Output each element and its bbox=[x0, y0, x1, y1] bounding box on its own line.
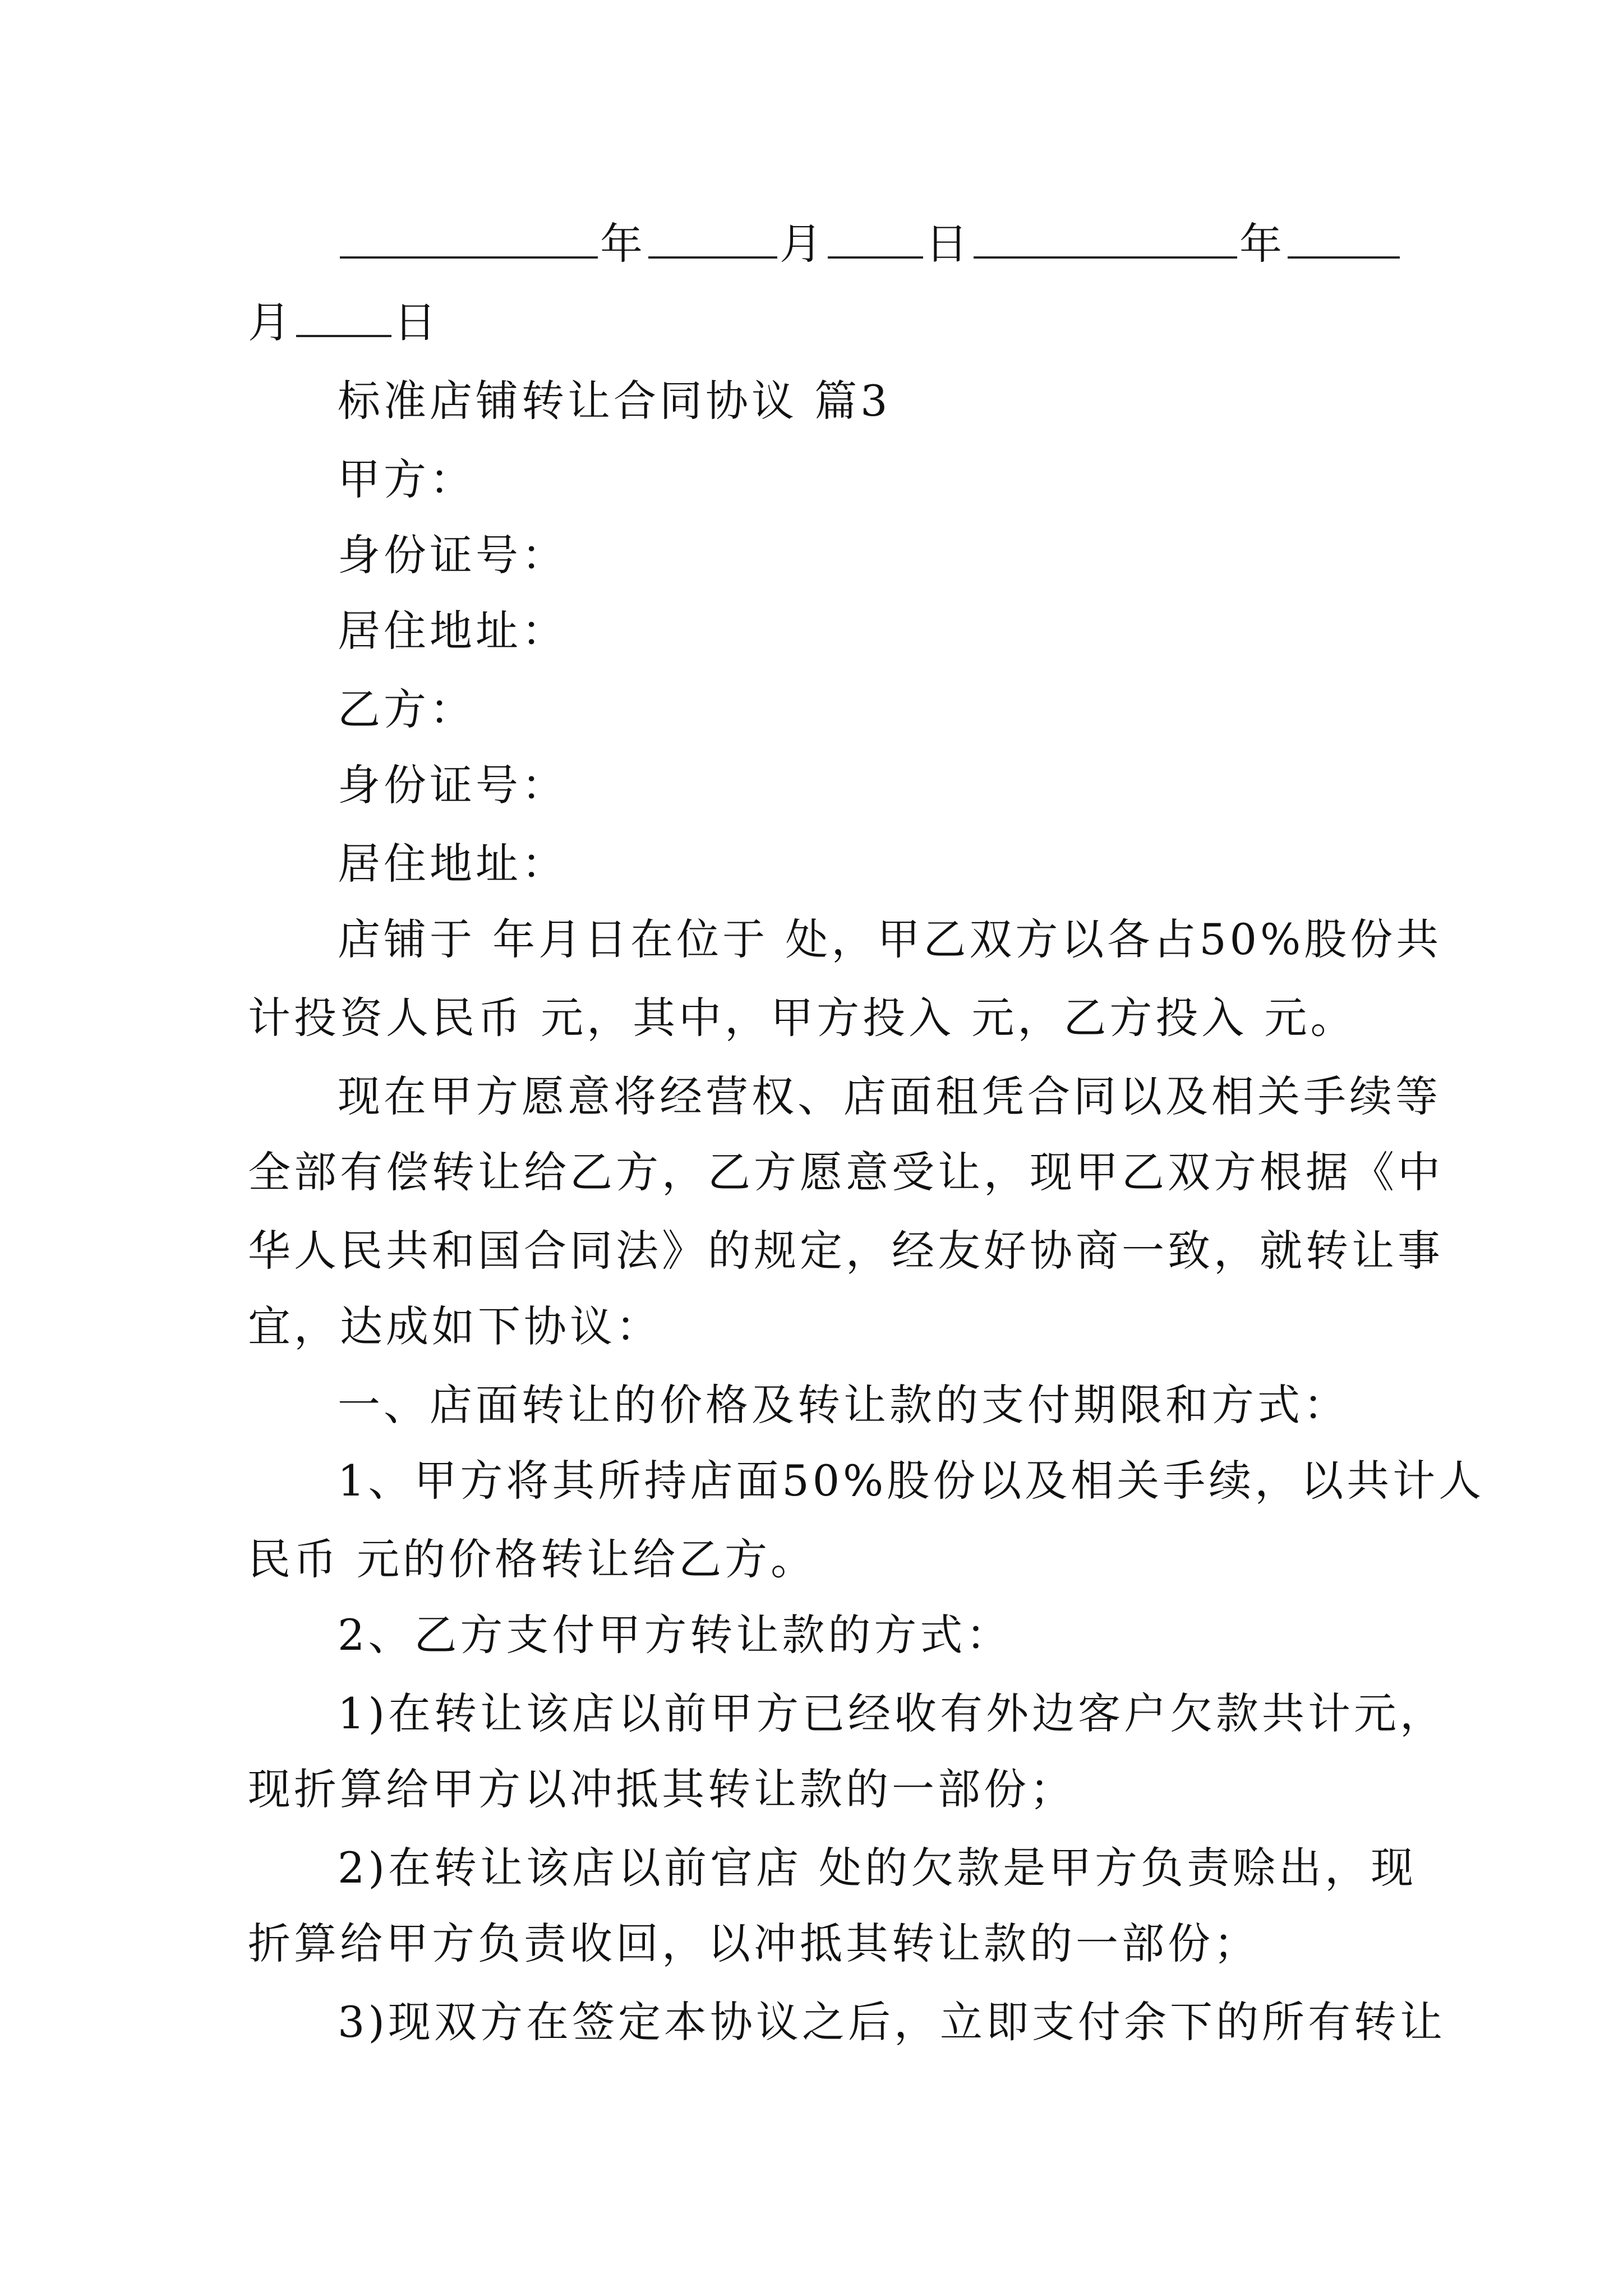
paragraph-line: 2)在转让该店以前官店 处的欠款是甲方负责赊出，现 bbox=[338, 1843, 1417, 1893]
month-label: 月 bbox=[780, 219, 826, 269]
month-label: 月 bbox=[248, 297, 294, 347]
paragraph-line: 折算给甲方负责收回，以冲抵其转让款的一部份； bbox=[248, 1918, 1260, 1968]
party-b-label: 乙方： bbox=[338, 684, 476, 734]
section-heading: 一、店面转让的价格及转让款的支付期限和方式： bbox=[338, 1380, 1349, 1430]
blank-underline bbox=[828, 217, 923, 259]
paragraph-line: 民币 元的价格转让给乙方。 bbox=[248, 1534, 817, 1584]
blank-underline bbox=[974, 217, 1237, 259]
party-b-id-label: 身份证号： bbox=[338, 760, 568, 810]
paragraph-line: 2、乙方支付甲方转让款的方式： bbox=[338, 1610, 1012, 1660]
blank-underline bbox=[296, 296, 391, 337]
party-a-label: 甲方： bbox=[338, 454, 476, 504]
paragraph-line: 华人民共和国合同法》的规定，经友好协商一致，就转让事 bbox=[248, 1226, 1444, 1276]
paragraph-line: 计投资人民币 元，其中，甲方投入 元，乙方投入 元。 bbox=[248, 993, 1357, 1043]
contract-title: 标准店铺转让合同协议 篇3 bbox=[338, 376, 891, 426]
blank-underline bbox=[340, 217, 598, 259]
paragraph-line: 宜，达成如下协议： bbox=[248, 1301, 662, 1351]
party-b-address-label: 居住地址： bbox=[338, 839, 568, 889]
party-a-id-label: 身份证号： bbox=[338, 530, 568, 580]
date-line-continued bbox=[248, 295, 1381, 351]
year-label: 年 bbox=[1239, 219, 1285, 269]
paragraph-line: 现折算给甲方以冲抵其转让款的一部份； bbox=[248, 1764, 1076, 1814]
paragraph-line: 全部有偿转让给乙方，乙方愿意受让，现甲乙双方根据《中 bbox=[248, 1147, 1444, 1197]
blank-underline bbox=[648, 217, 777, 259]
blank-underline bbox=[1288, 217, 1400, 259]
day-label: 日 bbox=[925, 219, 971, 269]
date-line bbox=[338, 216, 1470, 272]
year-label: 年 bbox=[600, 219, 646, 269]
paragraph-line: 3)现双方在签定本协议之后，立即支付余下的所有转让 bbox=[338, 1997, 1446, 2047]
paragraph-line: 店铺于 年月日在位于 处，甲乙双方以各占50%股份共 bbox=[338, 914, 1442, 964]
paragraph-line: 1、甲方将其所持店面50%股份以及相关手续，以共计人 bbox=[338, 1456, 1485, 1506]
party-a-address-label: 居住地址： bbox=[338, 606, 568, 656]
day-label: 日 bbox=[394, 297, 440, 347]
paragraph-line: 现在甲方愿意将经营权、店面租凭合同以及相关手续等 bbox=[338, 1071, 1441, 1121]
paragraph-line: 1)在转让该店以前甲方已经收有外边客户欠款共计元， bbox=[338, 1688, 1446, 1738]
